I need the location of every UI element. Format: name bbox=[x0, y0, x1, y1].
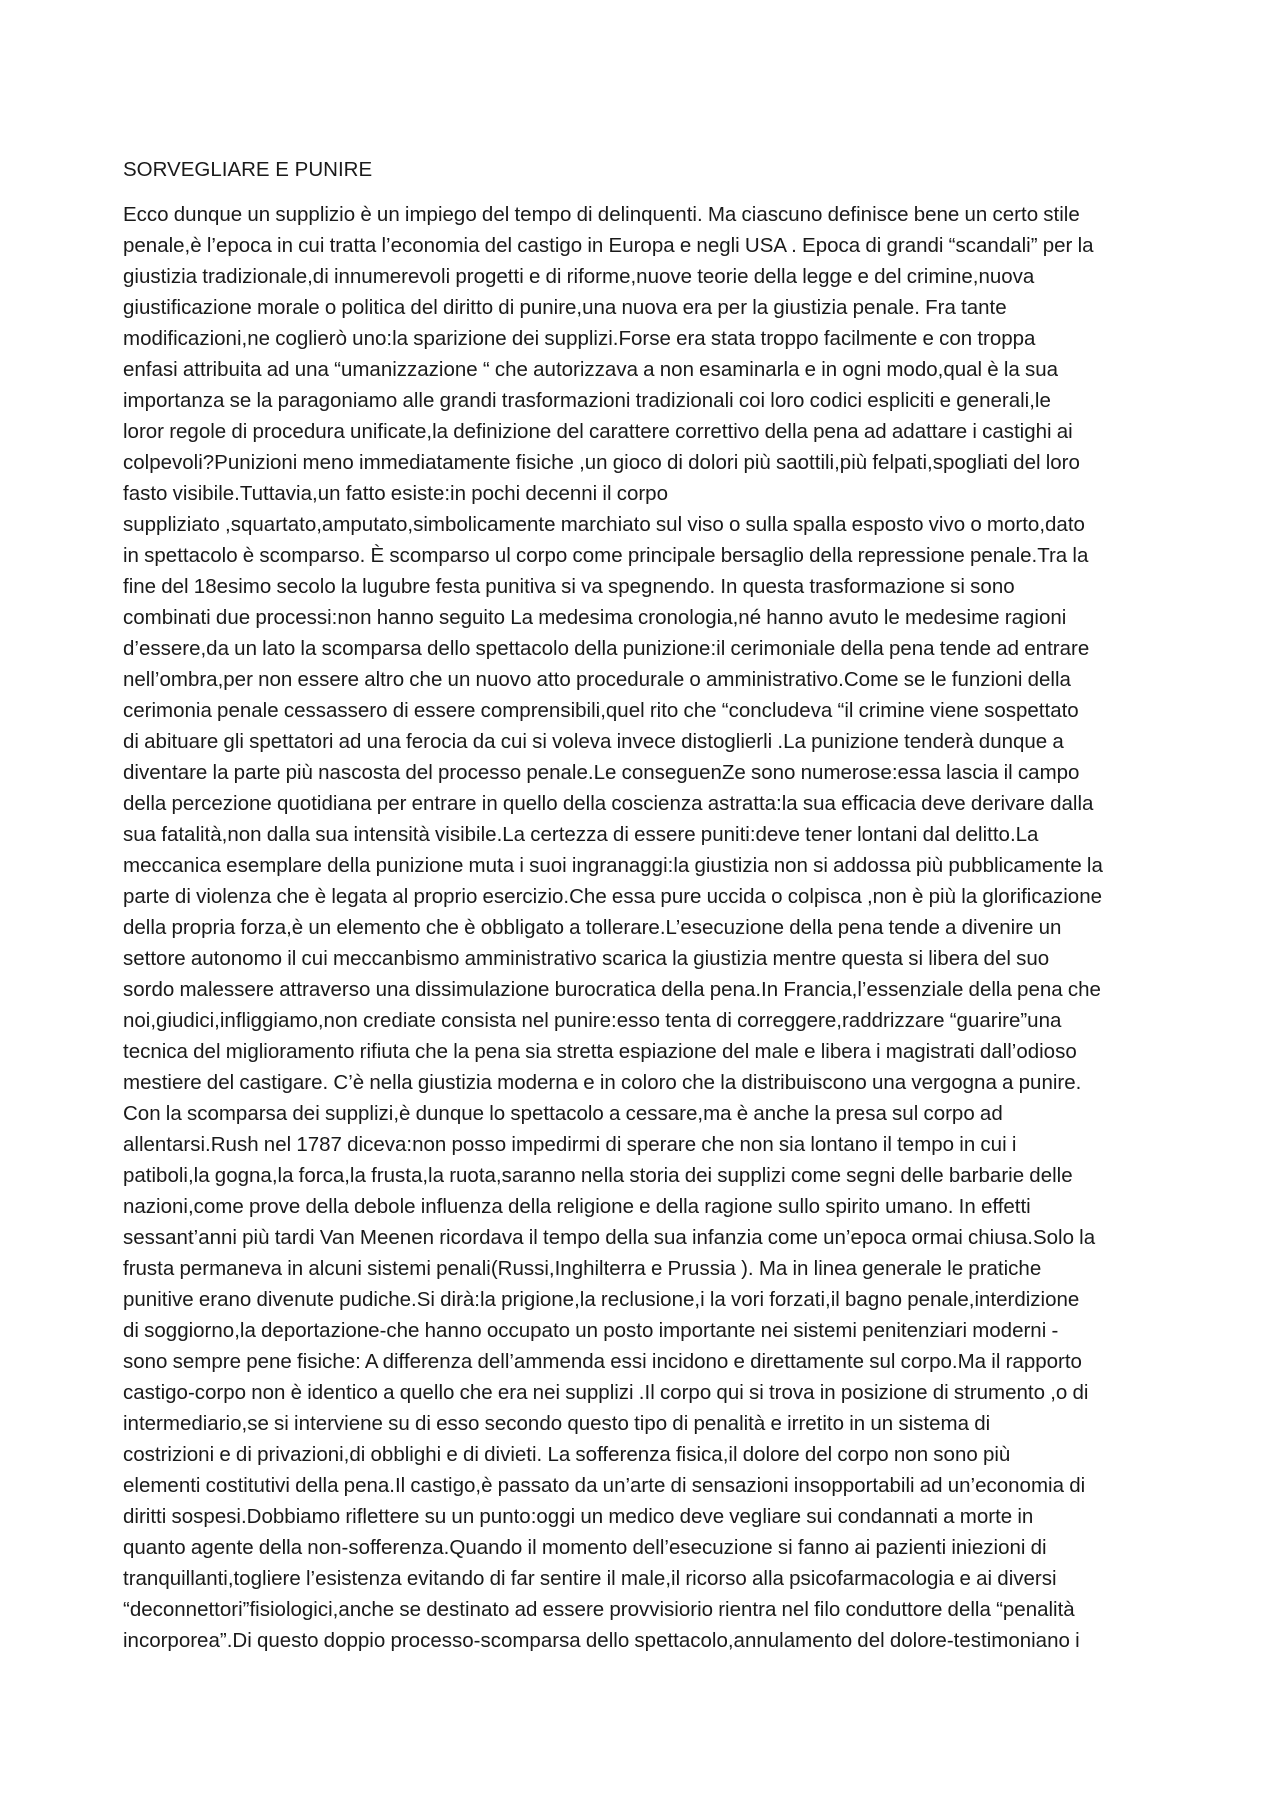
text-line: giustificazione morale o politica del diritto di punire,una nuova era per la giustizia penale. Fra tante bbox=[123, 296, 1007, 319]
text-line: nell’ombra,per non essere altro che un nuovo atto procedurale o amministrativo.Come se le funzioni della bbox=[123, 668, 1071, 691]
document-body bbox=[123, 154, 1167, 1656]
text-line: sua fatalità,non dalla sua intensità visibile.La certezza di essere puniti:deve tener lontani dal delitto.La bbox=[123, 823, 1039, 846]
document-paragraph bbox=[123, 199, 1167, 1656]
text-line: patiboli,la gogna,la forca,la frusta,la ruota,saranno nella storia dei supplizi come segni delle barbarie delle bbox=[123, 1164, 1073, 1187]
text-line: allentarsi.Rush nel 1787 diceva:non posso impedirmi di sperare che non sia lontano il tempo in cui i bbox=[123, 1133, 1017, 1156]
text-line: tecnica del miglioramento rifiuta che la pena sia stretta espiazione del male e libera i magistrati dall’odioso bbox=[123, 1040, 1077, 1063]
text-line: sessant’anni più tardi Van Meenen ricordava il tempo della sua infanzia come un’epoca ormai chiusa.Solo la bbox=[123, 1226, 1096, 1249]
text-line: in spettacolo è scomparso. È scomparso ul corpo come principale bersaglio della repressione penale.Tra la bbox=[123, 544, 1089, 567]
text-line: della percezione quotidiana per entrare in quello della coscienza astratta:la sua efficacia deve derivare dalla bbox=[123, 792, 1094, 815]
text-line: noi,giudici,infliggiamo,non crediate consista nel punire:esso tenta di correggere,raddrizzare “guarire”una bbox=[123, 1009, 1062, 1032]
text-line: settore autonomo il cui meccanbismo amministrativo scarica la giustizia mentre questa si libera del suo bbox=[123, 947, 1050, 970]
text-line: giustizia tradizionale,di innumerevoli progetti e di riforme,nuove teorie della legge e del crimine,nuova bbox=[123, 265, 1035, 288]
text-line: Con la scomparsa dei supplizi,è dunque lo spettacolo a cessare,ma è anche la presa sul corpo ad bbox=[123, 1102, 1003, 1125]
text-line: della propria forza,è un elemento che è obbligato a tollerare.L’esecuzione della pena tende a divenire un bbox=[123, 916, 1062, 939]
text-line: combinati due processi:non hanno seguito La medesima cronologia,né hanno avuto le medesime ragioni bbox=[123, 606, 1067, 629]
text-line: penale,è l’epoca in cui tratta l’economia del castigo in Europa e negli USA . Epoca di grandi “scandali” per la bbox=[123, 234, 1094, 257]
text-line: quanto agente della non-sofferenza.Quando il momento dell’esecuzione si fanno ai pazienti iniezioni di bbox=[123, 1536, 1047, 1559]
text-line: parte di violenza che è legata al proprio esercizio.Che essa pure uccida o colpisca ,non è più la glorificazione bbox=[123, 885, 1102, 908]
text-line: costrizioni e di privazioni,di obblighi e di divieti. La sofferenza fisica,il dolore del corpo non sono più bbox=[123, 1443, 1011, 1466]
document-title: SORVEGLIARE E PUNIRE bbox=[123, 158, 373, 181]
text-line: “deconnettori”fisiologici,anche se destinato ad essere provvisiorio rientra nel filo conduttore della “penalità bbox=[123, 1598, 1075, 1621]
text-line: intermediario,se si interviene su di esso secondo questo tipo di penalità e irretito in un sistema di bbox=[123, 1412, 991, 1435]
text-line: loror regole di procedura unificate,la definizione del carattere correttivo della pena ad adattare i castighi ai bbox=[123, 420, 1073, 443]
text-line: suppliziato ,squartato,amputato,simbolicamente marchiato sul viso o sulla spalla esposto vivo o morto,dato bbox=[123, 513, 1085, 536]
text-line: cerimonia penale cessassero di essere comprensibili,quel rito che “concludeva “il crimine viene sospettato bbox=[123, 699, 1079, 722]
text-line: enfasi attribuita ad una “umanizzazione “ che autorizzava a non esaminarla e in ogni modo,qual è la sua bbox=[123, 358, 1059, 381]
text-line: modificazioni,ne coglierò uno:la sparizione dei supplizi.Forse era stata troppo facilmente e con troppa bbox=[123, 327, 1036, 350]
text-line: fine del 18esimo secolo la lugubre festa punitiva si va spegnendo. In questa trasformazione si sono bbox=[123, 575, 1015, 598]
text-line: sordo malessere attraverso una dissimulazione burocratica della pena.In Francia,l’essenziale della pena che bbox=[123, 978, 1101, 1001]
text-line: mestiere del castigare. C’è nella giustizia moderna e in coloro che la distribuiscono una vergogna a punire. bbox=[123, 1071, 1082, 1094]
text-line: di soggiorno,la deportazione-che hanno occupato un posto importante nei sistemi penitenziari moderni - bbox=[123, 1319, 1059, 1342]
text-line: elementi costitutivi della pena.Il castigo,è passato da un’arte di sensazioni insopportabili ad un’economia di bbox=[123, 1474, 1086, 1497]
text-line: castigo-corpo non è identico a quello che era nei supplizi .Il corpo qui si trova in posizione di strumento ,o di bbox=[123, 1381, 1089, 1404]
text-line: colpevoli?Punizioni meno immediatamente fisiche ,un gioco di dolori più saottili,più felpati,spogliati del loro bbox=[123, 451, 1080, 474]
text-line: di abituare gli spettatori ad una ferocia da cui si voleva invece distoglierli .La punizione tenderà dunque a bbox=[123, 730, 1064, 753]
text-line: meccanica esemplare della punizione muta i suoi ingranaggi:la giustizia non si addossa più pubblicamente la bbox=[123, 854, 1103, 877]
text-line: punitive erano divenute pudiche.Si dirà:la prigione,la reclusione,i la vori forzati,il bagno penale,interdizione bbox=[123, 1288, 1080, 1311]
text-line: nazioni,come prove della debole influenza della religione e della ragione sullo spirito umano. In effetti bbox=[123, 1195, 1031, 1218]
text-line: incorporea”.Di questo doppio processo-scomparsa dello spettacolo,annulamento del dolore-testimoniano i bbox=[123, 1629, 1080, 1652]
text-line: diventare la parte più nascosta del processo penale.Le conseguenZe sono numerose:essa lascia il campo bbox=[123, 761, 1080, 784]
text-line: d’essere,da un lato la scomparsa dello spettacolo della punizione:il cerimoniale della pena tende ad entrare bbox=[123, 637, 1090, 660]
text-line: fasto visibile.Tuttavia,un fatto esiste:in pochi decenni il corpo bbox=[123, 482, 668, 505]
text-line: importanza se la paragoniamo alle grandi trasformazioni tradizionali coi loro codici espliciti e generali,le bbox=[123, 389, 1051, 412]
text-line: tranquillanti,togliere l’esistenza evitando di far sentire il male,il ricorso alla psicofarmacologia e ai diversi bbox=[123, 1567, 1057, 1590]
text-line: diritti sospesi.Dobbiamo riflettere su un punto:oggi un medico deve vegliare sui condannati a morte in bbox=[123, 1505, 1034, 1528]
text-line: Ecco dunque un supplizio è un impiego del tempo di delinquenti. Ma ciascuno definisce bene un certo stile bbox=[123, 203, 1080, 226]
text-line: frusta permaneva in alcuni sistemi penali(Russi,Inghilterra e Prussia ). Ma in linea generale le pratiche bbox=[123, 1257, 1042, 1280]
text-line: sono sempre pene fisiche: A differenza dell’ammenda essi incidono e direttamente sul corpo.Ma il rapporto bbox=[123, 1350, 1082, 1373]
